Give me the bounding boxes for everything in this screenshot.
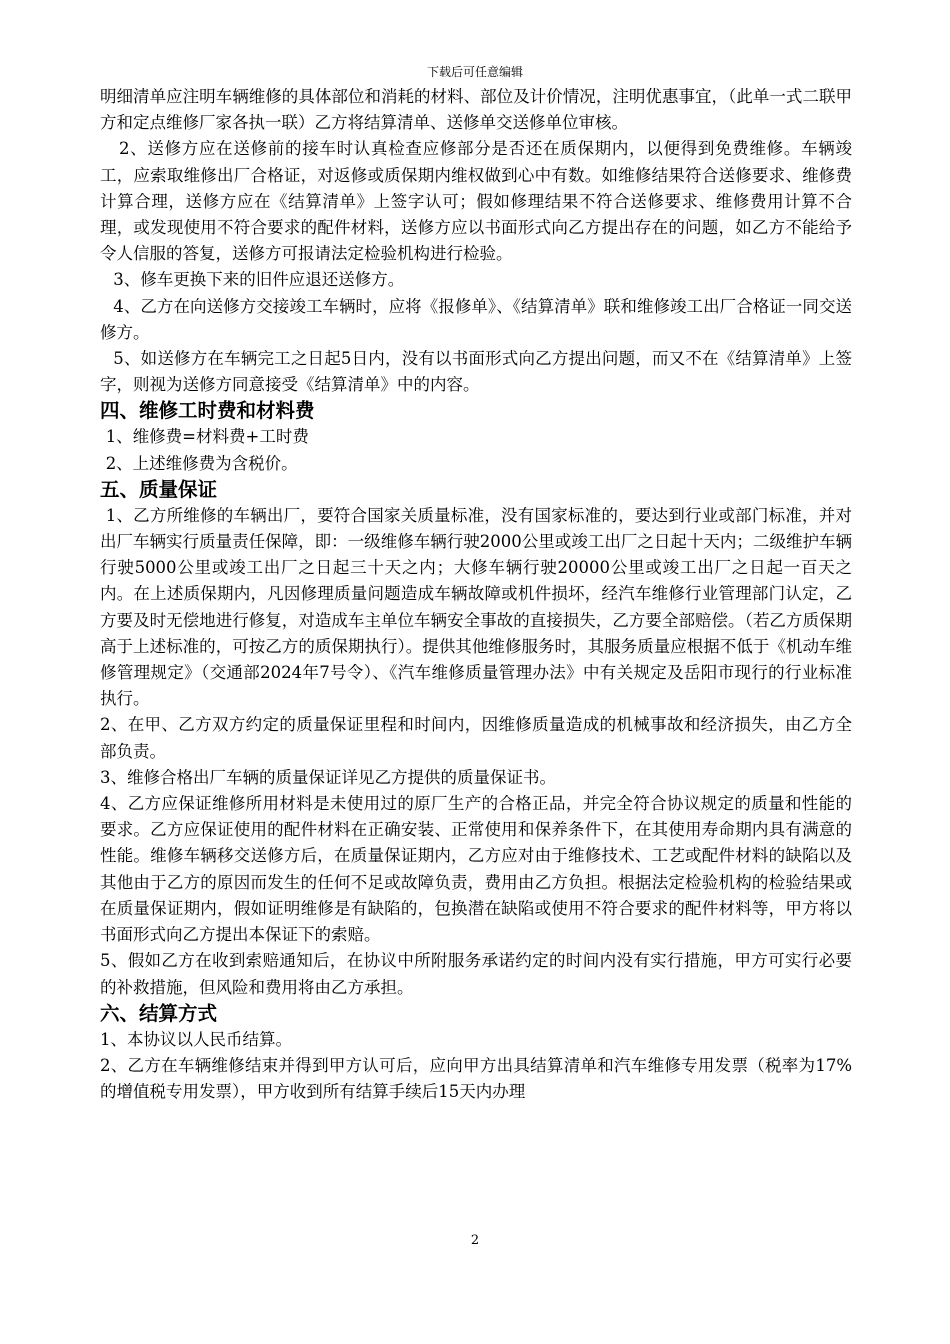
paragraph: 5、假如乙方在收到索赔通知后，在协议中所附服务承诺约定的时间内没有实行措施，甲方可实行必要的补救措施，但风险和费用将由乙方承担。 xyxy=(100,951,852,997)
paragraph: 3、维修合格出厂车辆的质量保证详见乙方提供的质量保证书。 xyxy=(100,767,556,787)
section-heading: 五、质量保证 xyxy=(100,477,218,501)
paragraph: 4、乙方在向送修方交接竣工车辆时，应将《报修单》、《结算清单》联和维修竣工出厂合格证一同交送修方。 xyxy=(100,296,852,342)
section-heading: 六、结算方式 xyxy=(100,1001,218,1025)
paragraph: 2、乙方在车辆维修结束并得到甲方认可后，应向甲方出具结算清单和汽车维修专用发票（税率为17%的增值税专用发票），甲方收到所有结算手续后15天内办理 xyxy=(100,1055,852,1102)
document-body xyxy=(100,84,852,1105)
paragraph: 2、上述维修费为含税价。 xyxy=(105,453,298,473)
section-heading: 四、维修工时费和材料费 xyxy=(100,399,315,423)
paragraph: 明细清单应注明车辆维修的具体部位和消耗的材料、部位及计价情况，注明优惠事宜，（此单一式二联甲方和定点维修厂家各执一联）乙方将结算清单、送修单交送修单位审核。 xyxy=(100,87,852,133)
paragraph: 2、在甲、乙方双方约定的质量保证里程和时间内，因维修质量造成的机械事故和经济损失，由乙方全部负责。 xyxy=(100,715,852,761)
paragraph: 2、送修方应在送修前的接车时认真检查应修部分是否还在质保期内，以便得到免费维修。车辆竣工，应索取维修出厂合格证，对返修或质保期内维权做到心中有数。如维修结果符合送修要求、维修费计算合理，送修方应在《结算清单》上签字认可；假如修理结果不符合送修要求、维修费用计算不合理，或发现使用不符合要求的配件材料，送修方应以书面形式向乙方提出存在的问题，如乙方不能给予令人信服的答复，送修方可报请法定检验机构进行检验。 xyxy=(100,139,852,264)
paragraph: 5、如送修方在车辆完工之日起5日内，没有以书面形式向乙方提出问题，而又不在《结算清单》上签字，则视为送修方同意接受《结算清单》中的内容。 xyxy=(100,349,852,395)
paragraph: 3、修车更换下来的旧件应退还送修方。 xyxy=(113,270,405,290)
paragraph: 1、维修费=材料费+工时费 xyxy=(105,427,309,447)
page-header-note: 下载后可任意编辑 xyxy=(426,65,523,79)
paragraph: 1、乙方所维修的车辆出厂，要符合国家关质量标准，没有国家标准的，要达到行业或部门标准，并对出厂车辆实行质量责任保障，即：一级维修车辆行驶2000公里或竣工出厂之日起十天内；二级维护车辆行驶5000公里或竣工出厂之日起三十天之内；大修车辆行驶20000公里或竣工出厂之日起一百天之内。在上述质保期内，凡因修理质量问题造成车辆故障或机件损坏，经汽车维修行业管理部门认定，乙方要及时无偿地进行修复，对造成车主单位车辆安全事故的直接损失，乙方要全部赔偿。（若乙方质保期高于上述标准的，可按乙方的质保期执行）。提供其他维修服务时，其服务质量应根据不低于《机动车维修管理规定》（交通部2024年7号令）、《汽车维修质量管理办法》中有关规定及岳阳市现行的行业标准执行。 xyxy=(100,505,852,709)
paragraph: 1、本协议以人民币结算。 xyxy=(100,1029,292,1049)
page-number: 2 xyxy=(470,1233,480,1248)
paragraph: 4、乙方应保证维修所用材料是未使用过的原厂生产的合格正品，并完全符合协议规定的质量和性能的要求。乙方应保证使用的配件材料在正确安装、正常使用和保养条件下，在其使用寿命期内具有满意的性能。维修车辆移交送修方后，在质量保证期内，乙方应对由于维修技术、工艺或配件材料的缺陷以及其他由于乙方的原因而发生的任何不足或故障负责，费用由乙方负担。根据法定检验机构的检验结果或在质量保证期内，假如证明维修是有缺陷的，包换潜在缺陷或使用不符合要求的配件材料等，甲方将以书面形式向乙方提出本保证下的索赔。 xyxy=(100,794,852,945)
